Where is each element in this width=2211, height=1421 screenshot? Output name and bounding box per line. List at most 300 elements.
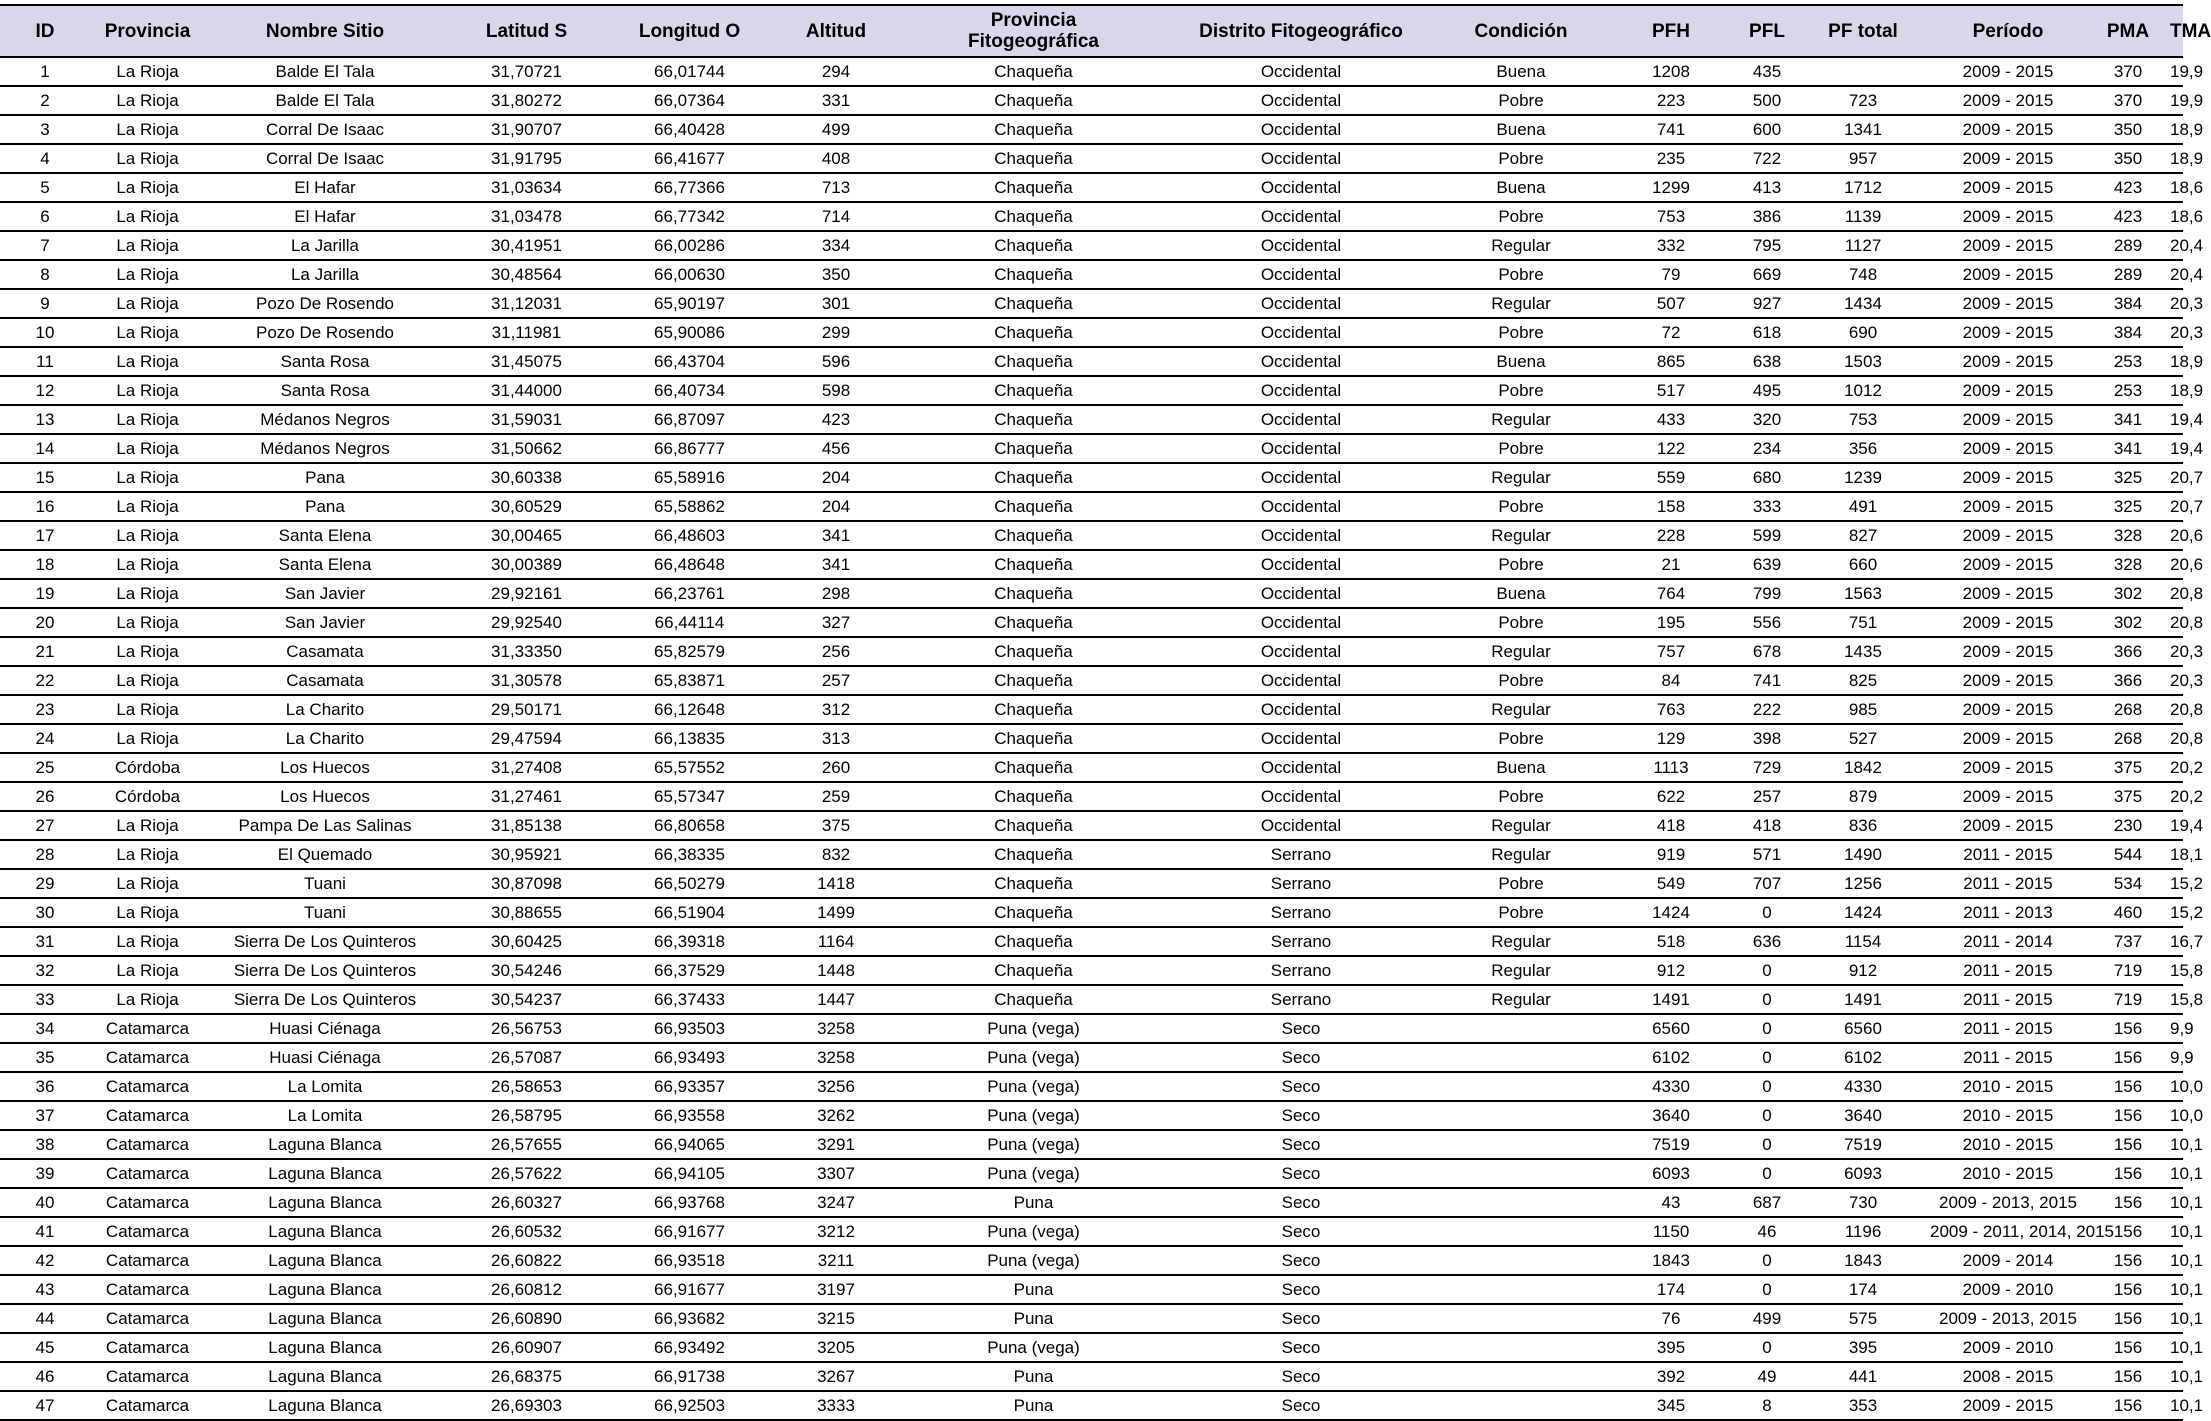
cell-longitud: 65,82579 [608,637,771,666]
cell-periodo: 2009 - 2015 [1928,289,2088,318]
cell-pfh: 6560 [1606,1014,1736,1043]
table-row [0,1275,2183,1304]
cell-condicion [1436,1043,1606,1072]
cell-condicion: Regular [1436,927,1606,956]
cell-tma: 16,7 [2168,927,2183,956]
cell-pfl: 0 [1736,956,1798,985]
cell-id: 43 [0,1275,90,1304]
cell-altitud: 1499 [771,898,901,927]
cell-pfh: 6093 [1606,1159,1736,1188]
cell-pfl: 669 [1736,260,1798,289]
table-row [0,434,2183,463]
cell-altitud: 499 [771,115,901,144]
cell-altitud: 1418 [771,869,901,898]
cell-distrito: Occidental [1166,231,1436,260]
header-periodo [1928,5,2088,57]
cell-provincia-fitogeografica: Puna [901,1391,1166,1420]
cell-nombre-sitio: Sierra De Los Quinteros [205,927,445,956]
cell-latitud: 31,70721 [445,57,608,86]
cell-provincia: La Rioja [90,840,205,869]
cell-pfh: 1843 [1606,1246,1736,1275]
cell-pma: 156 [2088,1043,2168,1072]
cell-longitud: 66,40734 [608,376,771,405]
cell-periodo: 2009 - 2015 [1928,144,2088,173]
cell-altitud: 3215 [771,1304,901,1333]
cell-pfh: 332 [1606,231,1736,260]
cell-id: 27 [0,811,90,840]
header-provincia-fitogeografica [901,5,1166,57]
cell-provincia-fitogeografica: Puna (vega) [901,1043,1166,1072]
cell-pfh: 7519 [1606,1130,1736,1159]
cell-pf-total: 879 [1798,782,1928,811]
cell-pfh: 1150 [1606,1217,1736,1246]
cell-periodo: 2009 - 2015 [1928,231,2088,260]
cell-id: 22 [0,666,90,695]
cell-pfh: 392 [1606,1362,1736,1391]
cell-distrito: Seco [1166,1217,1436,1246]
cell-pf-total: 1490 [1798,840,1928,869]
column-header-label: PMA [2106,20,2150,42]
cell-pfh: 4330 [1606,1072,1736,1101]
cell-id: 16 [0,492,90,521]
cell-provincia: La Rioja [90,260,205,289]
cell-provincia: La Rioja [90,231,205,260]
cell-condicion: Buena [1436,173,1606,202]
cell-provincia: La Rioja [90,492,205,521]
cell-tma: 20,8 [2168,579,2183,608]
cell-periodo: 2011 - 2013 [1928,898,2088,927]
cell-tma: 19,4 [2168,405,2183,434]
cell-altitud: 341 [771,550,901,579]
cell-pma: 253 [2088,376,2168,405]
cell-distrito: Seco [1166,1130,1436,1159]
cell-provincia: La Rioja [90,86,205,115]
cell-periodo: 2009 - 2015 [1928,115,2088,144]
cell-pf-total: 491 [1798,492,1928,521]
cell-distrito: Occidental [1166,289,1436,318]
cell-tma: 20,8 [2168,724,2183,753]
cell-pfh: 84 [1606,666,1736,695]
cell-periodo: 2009 - 2015 [1928,57,2088,86]
cell-altitud: 3291 [771,1130,901,1159]
cell-pfh: 79 [1606,260,1736,289]
cell-nombre-sitio: Pozo De Rosendo [205,318,445,347]
cell-distrito: Seco [1166,1246,1436,1275]
cell-latitud: 29,92540 [445,608,608,637]
table-row [0,376,2183,405]
table-row [0,782,2183,811]
cell-tma: 20,7 [2168,492,2183,521]
cell-periodo: 2009 - 2013, 2015 [1928,1188,2088,1217]
cell-pfl: 600 [1736,115,1798,144]
cell-tma: 20,7 [2168,463,2183,492]
cell-provincia: La Rioja [90,695,205,724]
cell-pf-total: 1012 [1798,376,1928,405]
cell-nombre-sitio: Médanos Negros [205,405,445,434]
cell-provincia-fitogeografica: Chaqueña [901,608,1166,637]
cell-pfh: 223 [1606,86,1736,115]
cell-provincia-fitogeografica: Chaqueña [901,666,1166,695]
table-row [0,724,2183,753]
cell-pf-total: 4330 [1798,1072,1928,1101]
cell-nombre-sitio: El Quemado [205,840,445,869]
cell-periodo: 2009 - 2015 [1928,608,2088,637]
cell-altitud: 596 [771,347,901,376]
cell-pfh: 865 [1606,347,1736,376]
cell-pf-total: 1842 [1798,753,1928,782]
cell-nombre-sitio: Médanos Negros [205,434,445,463]
cell-pfh: 174 [1606,1275,1736,1304]
cell-provincia-fitogeografica: Chaqueña [901,550,1166,579]
cell-longitud: 65,57347 [608,782,771,811]
cell-altitud: 598 [771,376,901,405]
cell-condicion: Pobre [1436,86,1606,115]
column-header-label: Período [1972,20,2044,42]
cell-pma: 156 [2088,1304,2168,1333]
cell-periodo: 2009 - 2015 [1928,173,2088,202]
cell-pf-total: 957 [1798,144,1928,173]
cell-distrito: Seco [1166,1043,1436,1072]
cell-pma: 350 [2088,115,2168,144]
cell-pfl: 729 [1736,753,1798,782]
cell-tma: 15,2 [2168,869,2183,898]
cell-provincia-fitogeografica: Puna (vega) [901,1217,1166,1246]
cell-provincia: Catamarca [90,1101,205,1130]
cell-provincia-fitogeografica: Chaqueña [901,376,1166,405]
cell-tma: 10,0 [2168,1072,2183,1101]
cell-periodo: 2009 - 2014 [1928,1246,2088,1275]
cell-periodo: 2009 - 2015 [1928,521,2088,550]
cell-provincia: La Rioja [90,318,205,347]
cell-provincia-fitogeografica: Puna [901,1188,1166,1217]
cell-pfh: 622 [1606,782,1736,811]
column-header-label: ID [35,20,55,42]
cell-latitud: 26,60822 [445,1246,608,1275]
cell-nombre-sitio: Laguna Blanca [205,1275,445,1304]
cell-longitud: 65,58916 [608,463,771,492]
cell-id: 20 [0,608,90,637]
cell-longitud: 66,80658 [608,811,771,840]
cell-pma: 366 [2088,637,2168,666]
cell-pfh: 741 [1606,115,1736,144]
cell-altitud: 1164 [771,927,901,956]
cell-pfl: 0 [1736,1333,1798,1362]
cell-tma: 10,1 [2168,1333,2183,1362]
cell-pf-total: 912 [1798,956,1928,985]
cell-pma: 328 [2088,550,2168,579]
cell-condicion [1436,1014,1606,1043]
cell-pfl: 8 [1736,1391,1798,1420]
cell-distrito: Occidental [1166,579,1436,608]
cell-longitud: 66,86777 [608,434,771,463]
cell-condicion: Pobre [1436,666,1606,695]
cell-id: 30 [0,898,90,927]
cell-latitud: 26,58653 [445,1072,608,1101]
table-row [0,927,2183,956]
cell-altitud: 331 [771,86,901,115]
cell-pfh: 1299 [1606,173,1736,202]
table-row [0,898,2183,927]
cell-condicion: Regular [1436,463,1606,492]
cell-pfh: 21 [1606,550,1736,579]
cell-pfl: 0 [1736,1072,1798,1101]
cell-pfh: 1208 [1606,57,1736,86]
cell-pma: 328 [2088,521,2168,550]
cell-distrito: Seco [1166,1188,1436,1217]
table-row [0,1246,2183,1275]
cell-provincia-fitogeografica: Chaqueña [901,405,1166,434]
table-row [0,347,2183,376]
column-header-label: Provincia [104,20,191,42]
cell-condicion: Regular [1436,840,1606,869]
cell-longitud: 66,00630 [608,260,771,289]
cell-altitud: 423 [771,405,901,434]
cell-pfl: 678 [1736,637,1798,666]
cell-nombre-sitio: El Hafar [205,202,445,231]
cell-pfh: 757 [1606,637,1736,666]
cell-provincia: Catamarca [90,1014,205,1043]
table-row [0,202,2183,231]
cell-longitud: 66,40428 [608,115,771,144]
cell-pfl: 722 [1736,144,1798,173]
cell-tma: 18,6 [2168,173,2183,202]
cell-longitud: 66,37433 [608,985,771,1014]
cell-provincia-fitogeografica: Chaqueña [901,347,1166,376]
cell-altitud: 3256 [771,1072,901,1101]
header-distrito-fitogeografico [1166,5,1436,57]
cell-provincia: La Rioja [90,202,205,231]
cell-condicion: Buena [1436,579,1606,608]
cell-provincia-fitogeografica: Chaqueña [901,260,1166,289]
cell-id: 23 [0,695,90,724]
cell-periodo: 2009 - 2015 [1928,463,2088,492]
table-row [0,1014,2183,1043]
cell-id: 19 [0,579,90,608]
cell-latitud: 31,91795 [445,144,608,173]
header-latitud [445,5,608,57]
cell-latitud: 26,57622 [445,1159,608,1188]
cell-distrito: Serrano [1166,869,1436,898]
cell-distrito: Serrano [1166,956,1436,985]
cell-pma: 289 [2088,260,2168,289]
table-row [0,869,2183,898]
cell-longitud: 66,93518 [608,1246,771,1275]
cell-longitud: 66,48648 [608,550,771,579]
cell-latitud: 26,56753 [445,1014,608,1043]
cell-provincia-fitogeografica: Puna (vega) [901,1130,1166,1159]
cell-distrito: Occidental [1166,144,1436,173]
cell-pfh: 76 [1606,1304,1736,1333]
column-header-label: TMA [2170,20,2211,42]
cell-longitud: 66,44114 [608,608,771,637]
cell-pfl: 500 [1736,86,1798,115]
cell-pf-total: 395 [1798,1333,1928,1362]
cell-periodo: 2009 - 2015 [1928,695,2088,724]
cell-condicion: Pobre [1436,318,1606,347]
cell-latitud: 31,85138 [445,811,608,840]
cell-pfl: 636 [1736,927,1798,956]
cell-condicion: Pobre [1436,898,1606,927]
table-row [0,492,2183,521]
cell-latitud: 30,60425 [445,927,608,956]
cell-id: 41 [0,1217,90,1246]
cell-provincia-fitogeografica: Chaqueña [901,753,1166,782]
cell-provincia-fitogeografica: Chaqueña [901,521,1166,550]
cell-nombre-sitio: El Hafar [205,173,445,202]
cell-periodo: 2009 - 2015 [1928,637,2088,666]
cell-pma: 230 [2088,811,2168,840]
table-row [0,956,2183,985]
cell-condicion: Pobre [1436,724,1606,753]
cell-distrito: Seco [1166,1304,1436,1333]
cell-provincia: La Rioja [90,608,205,637]
cell-provincia: La Rioja [90,724,205,753]
column-header-label: Distrito Fitogeográfico [1199,20,1403,42]
cell-condicion [1436,1246,1606,1275]
cell-periodo: 2009 - 2015 [1928,86,2088,115]
cell-pf-total: 174 [1798,1275,1928,1304]
cell-latitud: 26,60812 [445,1275,608,1304]
cell-pf-total: 1434 [1798,289,1928,318]
cell-periodo: 2009 - 2015 [1928,260,2088,289]
cell-provincia: La Rioja [90,115,205,144]
table-row [0,173,2183,202]
cell-distrito: Occidental [1166,637,1436,666]
cell-pfl: 0 [1736,1159,1798,1188]
cell-pfh: 753 [1606,202,1736,231]
cell-altitud: 456 [771,434,901,463]
cell-periodo: 2009 - 2015 [1928,753,2088,782]
cell-pfh: 1424 [1606,898,1736,927]
cell-longitud: 66,91677 [608,1217,771,1246]
cell-pfh: 1491 [1606,985,1736,1014]
cell-tma: 18,1 [2168,840,2183,869]
cell-nombre-sitio: Sierra De Los Quinteros [205,985,445,1014]
cell-pfl: 599 [1736,521,1798,550]
cell-nombre-sitio: Corral De Isaac [205,115,445,144]
cell-id: 21 [0,637,90,666]
cell-periodo: 2009 - 2015 [1928,492,2088,521]
cell-id: 46 [0,1362,90,1391]
cell-distrito: Occidental [1166,608,1436,637]
cell-provincia-fitogeografica: Chaqueña [901,173,1166,202]
cell-pf-total: 6093 [1798,1159,1928,1188]
cell-condicion: Pobre [1436,260,1606,289]
cell-distrito: Occidental [1166,782,1436,811]
cell-provincia: Catamarca [90,1130,205,1159]
cell-pma: 384 [2088,318,2168,347]
cell-pfl: 320 [1736,405,1798,434]
cell-periodo: 2011 - 2015 [1928,840,2088,869]
cell-nombre-sitio: Casamata [205,666,445,695]
cell-altitud: 260 [771,753,901,782]
cell-pfl: 413 [1736,173,1798,202]
cell-provincia-fitogeografica: Chaqueña [901,57,1166,86]
cell-distrito: Occidental [1166,492,1436,521]
cell-latitud: 30,95921 [445,840,608,869]
cell-condicion: Regular [1436,405,1606,434]
header-condicion [1436,5,1606,57]
cell-provincia: La Rioja [90,869,205,898]
cell-tma: 18,9 [2168,376,2183,405]
cell-nombre-sitio: La Charito [205,724,445,753]
cell-longitud: 66,94105 [608,1159,771,1188]
cell-pma: 370 [2088,57,2168,86]
cell-pfl: 571 [1736,840,1798,869]
cell-periodo: 2010 - 2015 [1928,1130,2088,1159]
cell-condicion: Pobre [1436,376,1606,405]
cell-provincia-fitogeografica: Puna (vega) [901,1159,1166,1188]
sites-table [0,4,2211,1421]
table-row [0,1217,2183,1246]
cell-latitud: 26,58795 [445,1101,608,1130]
cell-provincia: La Rioja [90,927,205,956]
cell-provincia-fitogeografica: Chaqueña [901,695,1166,724]
cell-latitud: 29,50171 [445,695,608,724]
cell-condicion: Buena [1436,115,1606,144]
cell-periodo: 2009 - 2015 [1928,434,2088,463]
cell-pfl: 927 [1736,289,1798,318]
cell-latitud: 31,50662 [445,434,608,463]
cell-distrito: Seco [1166,1159,1436,1188]
cell-pma: 375 [2088,753,2168,782]
table-row [0,463,2183,492]
cell-nombre-sitio: Tuani [205,898,445,927]
cell-periodo: 2009 - 2015 [1928,376,2088,405]
cell-nombre-sitio: Laguna Blanca [205,1246,445,1275]
table-header-row [0,5,2183,57]
cell-pfh: 345 [1606,1391,1736,1420]
cell-latitud: 30,60529 [445,492,608,521]
table-row [0,1072,2183,1101]
cell-distrito: Occidental [1166,318,1436,347]
cell-provincia-fitogeografica: Chaqueña [901,724,1166,753]
cell-altitud: 3247 [771,1188,901,1217]
table-row [0,289,2183,318]
cell-altitud: 713 [771,173,901,202]
cell-pfl: 795 [1736,231,1798,260]
cell-pfl: 0 [1736,1043,1798,1072]
table-row [0,579,2183,608]
cell-pfh: 235 [1606,144,1736,173]
table-row [0,550,2183,579]
cell-nombre-sitio: Huasi Ciénaga [205,1043,445,1072]
cell-provincia-fitogeografica: Chaqueña [901,463,1166,492]
cell-pf-total: 6560 [1798,1014,1928,1043]
cell-pfl: 680 [1736,463,1798,492]
cell-pma: 156 [2088,1246,2168,1275]
cell-latitud: 30,00389 [445,550,608,579]
cell-condicion [1436,1275,1606,1304]
cell-periodo: 2009 - 2015 [1928,782,2088,811]
cell-condicion [1436,1304,1606,1333]
cell-pma: 325 [2088,463,2168,492]
header-nombre-sitio [205,5,445,57]
cell-pma: 423 [2088,173,2168,202]
cell-condicion: Regular [1436,811,1606,840]
table-row [0,86,2183,115]
cell-condicion: Regular [1436,695,1606,724]
cell-altitud: 256 [771,637,901,666]
cell-pf-total: 1843 [1798,1246,1928,1275]
cell-longitud: 66,93493 [608,1043,771,1072]
cell-altitud: 408 [771,144,901,173]
cell-latitud: 26,60907 [445,1333,608,1362]
cell-provincia: La Rioja [90,550,205,579]
cell-nombre-sitio: Sierra De Los Quinteros [205,956,445,985]
cell-tma: 10,1 [2168,1246,2183,1275]
cell-condicion: Regular [1436,289,1606,318]
